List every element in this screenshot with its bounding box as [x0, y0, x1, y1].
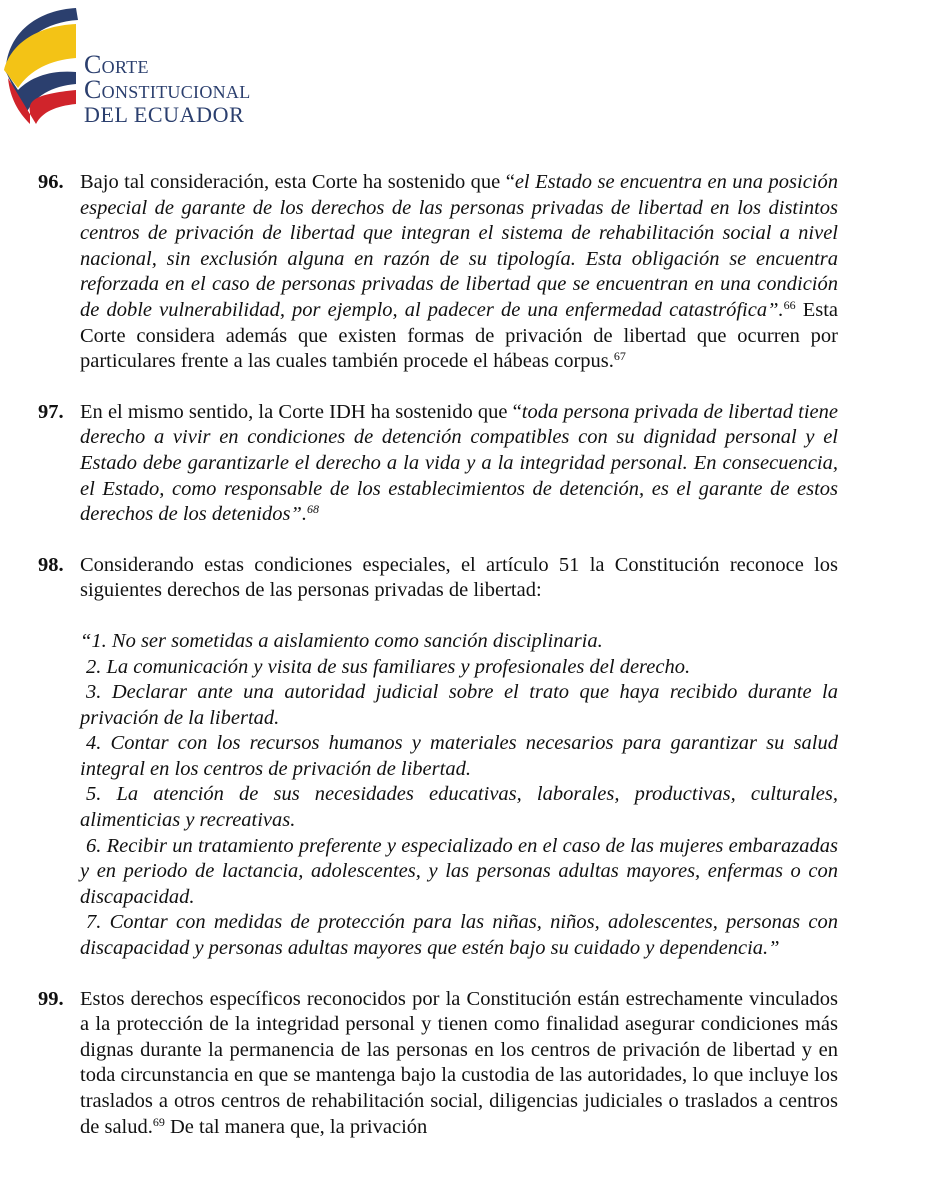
list-item: 2. La comunicación y visita de sus familiares y profesionales del derecho.: [86, 655, 691, 678]
list-item: 4. Contar con los recursos humanos y materiales necesarios para garantizar su salud integral en los centros de privación de libertad.: [80, 732, 838, 780]
paragraph-text: En el mismo sentido, la Corte IDH ha sostenido que “: [80, 400, 522, 423]
page-header: [0, 0, 320, 140]
paragraph-99: [38, 987, 838, 1141]
logo-line-2: Constitucional: [84, 75, 251, 104]
footnote-ref[interactable]: 67: [613, 349, 626, 364]
rights-list: [38, 629, 838, 962]
paragraph-text: Estos derechos específicos reconocidos por la Constitución están estrechamente vinculados a la protección de la integridad personal y tienen como finalidad asegurar condiciones más dignas durante la permanencia de las personas en los centros de privación de libertad y en toda circunstancia en que se mantenga bajo la custodia de las autoridades, lo que incluye los traslados a otros centros de rehabilitación social, diligencias judiciales o traslados a centros de salud.: [80, 987, 838, 1138]
logo-line-3: DEL ECUADOR: [84, 102, 245, 127]
paragraph-number: 99.: [38, 987, 64, 1010]
paragraph-number: 97.: [38, 400, 64, 423]
footnote-ref[interactable]: 68: [306, 502, 319, 517]
list-item: 6. Recibir un tratamiento preferente y especializado en el caso de las mujeres embarazadas y en periodo de lactancia, adolescentes, y las personas adultas mayores, enfermas o con discapacidad.: [80, 834, 838, 908]
list-item: 7. Contar con medidas de protección para las niñas, niños, adolescentes, personas con discapacidad y personas adultas mayores que estén bajo su cuidado y dependencia.”: [80, 911, 838, 960]
paragraph-number: 98.: [38, 553, 64, 576]
paragraph-98: [38, 553, 838, 604]
paragraph-text: Considerando estas condiciones especiales, el artículo 51 la Constitución reconoce los siguientes derechos de las personas privadas de libertad:: [80, 553, 838, 602]
quoted-text: toda persona privada de libertad tiene derecho a vivir en condiciones de detención compatibles con su dignidad personal y el Estado debe garantizarle el derecho a la vida y a la integridad personal. En consecuencia, el Estado, como responsable de los establecimientos de detención, es el garante de estos derechos de los detenidos”.: [80, 400, 838, 526]
court-emblem-icon: [0, 0, 84, 132]
paragraph-text: De tal manera que, la privación: [164, 1115, 428, 1138]
logo-line-1: Corte: [84, 50, 149, 79]
quoted-text: el Estado se encuentra en una posición especial de garante de los derechos de las personas privadas de libertad en los distintos centros de privación de libertad que integran el sistema de rehabilitación social a nivel nacional, sin exclusión alguna en razón de su tipología. Esta obligación se encuentra reforzada en el caso de personas privadas de libertad que se encuentran en una condición de doble vulnerabilidad, por ejemplo, al padecer de una enfermedad catastrófica”.: [80, 171, 838, 321]
list-item: 5. La atención de sus necesidades educativas, laborales, productivas, culturales, alimenticias y recreativas.: [80, 783, 838, 832]
paragraph-text: Bajo tal consideración, esta Corte ha sostenido que “: [80, 171, 515, 193]
paragraph-text: Esta Corte considera además que existen formas de privación de libertad que ocurren por particulares frente a las cuales también procede el hábeas corpus.: [80, 298, 838, 373]
list-item: “1. No ser sometidas a aislamiento como sanción disciplinaria.: [80, 629, 603, 652]
document-body: [38, 170, 838, 1165]
footnote-ref[interactable]: 69: [152, 1114, 165, 1129]
footnote-ref[interactable]: 66: [783, 297, 796, 312]
paragraph-97: [38, 400, 838, 528]
court-name: [84, 52, 251, 127]
paragraph-96: [38, 170, 838, 375]
list-item: 3. Declarar ante una autoridad judicial sobre el trato que haya recibido durante la privación de la libertad.: [80, 681, 838, 729]
paragraph-number: 96.: [38, 171, 64, 193]
